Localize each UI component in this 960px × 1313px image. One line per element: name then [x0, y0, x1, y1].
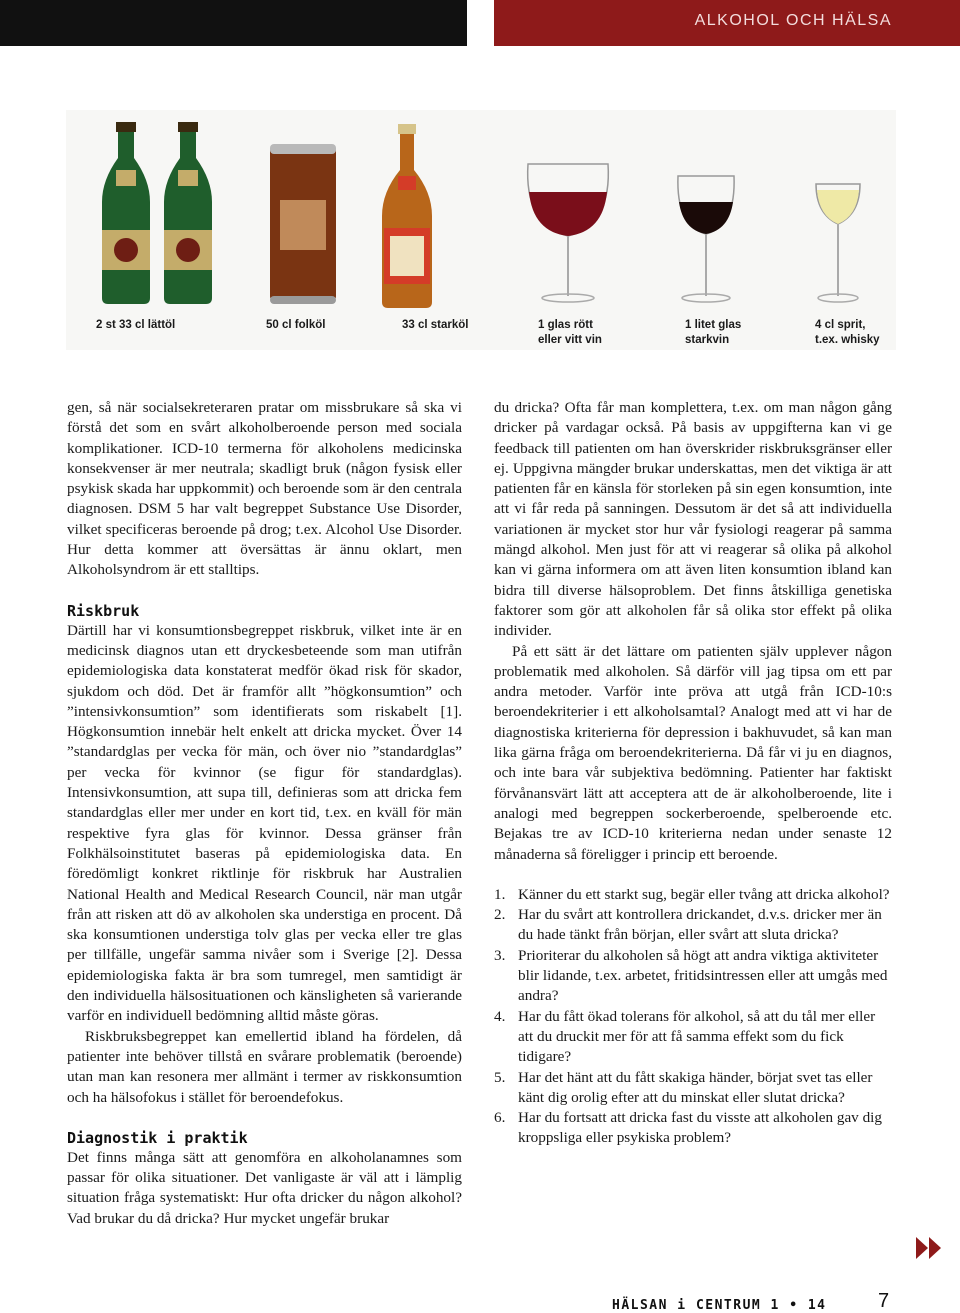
- header-bar-red: [494, 0, 960, 46]
- intro-paragraph: gen, så när socialsekreteraren pratar om missbrukare så ska vi förstå det som en svårt alkoholberoende person med sociala komplikationer. ICD-10 termerna för alkoholens medicinska konsekvenser är mer neutrala; skadligt bruk (någon fysisk eller psykisk skada har uppkommit) och beroende som är den centrala diagnosen. DSM 5 har valt begreppet Substance Use Disorder, vilket specificeras beroende på drog; t.ex. Alcohol Use Disorder. Hur detta kommer att översättas är ännu oklart, men Alkoholsyndrom är ett stalltips.: [67, 399, 462, 579]
- header-bar-black: [0, 0, 467, 46]
- left-column: [67, 398, 462, 1229]
- caption-fortified-wine: 1 litet glas starkvin: [685, 319, 742, 346]
- caption-strong-beer: 33 cl starköl: [402, 319, 469, 331]
- list-item: 2. Har du svårt att kontrollera drickandet, d.v.s. dricker mer än du hade tänkt från början, eller svårt att sluta dricka?: [494, 906, 882, 944]
- magazine-name: HÄLSAN i CENTRUM 1 • 14: [612, 1298, 827, 1313]
- right-column: [494, 398, 892, 1149]
- heading-diagnostik: Diagnostik i praktik: [67, 1128, 248, 1147]
- list-item: 1. Känner du ett starkt sug, begär eller tvång att dricka alkohol?: [494, 885, 890, 903]
- standard-drinks-illustration: [66, 110, 896, 350]
- riskbruk-paragraph-1: Därtill har vi konsumtionsbegreppet riskbruk, vilket inte är en medicinsk diagnos utan ett dryckesbeteende som man utifrån epidemiologiska data konstaterat medför ökad risk för skador, sjukdom och död. Det är framför allt ”högkonsumtion” och ”intensivkonsumtion” som identifierats som riskabelt [1]. Högkonsumtion innebär helt enkelt att dricka mycket. Över 14 ”standardglas per vecka för män, och över nio ”standardglas” per vecka för kvinnor (se figur för standardglas). Intensivkonsumtion, att supa till, definieras som att dricka fem standardglas eller mer under en kort tid, t.ex. en kväll för män respektive fyra glas för kvinnor. Dessa gränser från Folkhälsoinstitutet baseras på epidemiologiska data. En föredömligt konkret riktlinje för riskbruk har Australien National Health and Medical Research Council, när man utgår från att risken att dö av alkoholen ska understiga en procent. Då ska konsumtionen understiga tolv glas per vecka eller tre glas per tillfälle, ungefär samma nivåer som i Sverige [2]. Dessa epidemiologiska fakta är bra som tumregel, men samtidigt är den individuella hälsosituationen och känsligheten så varierande varför en individuell bedömning alltid måste göras.: [67, 621, 462, 1025]
- right-paragraph-2: På ett sätt är det lättare om patienten själv upplever någon problematik med alkoholen. Så därför vill jag tipsa om ett par andra metoder. Varför inte pröva att utgå från ICD-10:s beroendekriterier i ett alkoholsamtal? Analogt med att vi har de diagnostiska kriterierna för depression i bakhuvudet, så kan man lika gärna fråga om beroendekriterierna. Då får vi ju en diagnos, och inte bara vår subjektiva bedömning. Patienter har faktiskt förvånansvärt lätt att acceptera att de är alkoholberoende, lite i analogi med begreppen sockerberoende, spelberoende etc. Bejakas tre av ICD-10 kriterierna nedan under senaste 12 månaderna så föreligger i princip ett beroende.: [494, 642, 892, 863]
- riskbruk-paragraph-2: Riskbruksbegreppet kan emellertid ibland ha fördelen, då patienter inte behöver tillstå en svårare problematik (beroende) utan man kan resonera mer allmänt i termer av riskkonsumtion och ha hälsofokus i stället för beroendefokus.: [67, 1027, 462, 1106]
- right-paragraph-1: du dricka? Ofta får man komplettera, t.ex. om man någon gång dricker på vardagar också. På basis av uppgifterna kan vi ge feedback till patienten om han överskrider riskbruksgränser eller ej. Uppgivna mängder brukar underskattas, men det viktiga är att patienten får en känsla för storleken på sin egen konsumtion, inte att vi får reda på sanningen. Dessutom är det så att individuella variationen är mycket stor hur vår fysiologi reagerar på samma mängd alkohol. Men just för att vi reagerar så olika på alkohol kan vi gärna informera om att även liten konsumtion ibland kan bidra till diverse hälsoproblem. Det finns åtskilliga genetiska faktorer som gör att alkoholen får så olika stor effekt på olika individer.: [494, 399, 892, 640]
- diagnostik-paragraph-1: Det finns många sätt att genomföra en alkoholanamnes som passar för olika situationer. Det vanligaste är väl att i lämplig situation fråga systematiskt: Hur ofta dricker du någon alkohol? Vad brukar du då dricka? Hur mycket ungefär brukar: [67, 1148, 462, 1227]
- list-item: 5. Har det hänt att du fått skakiga händer, börjat svet tas eller känt dig orolig efter att du minskat eller slutat dricka?: [494, 1068, 873, 1106]
- criteria-list: [494, 885, 892, 1149]
- list-item: 6. Har du fortsatt att dricka fast du visste att alkoholen gav dig kroppsliga eller psykiska problem?: [494, 1109, 882, 1147]
- beer-can-icon: [270, 144, 336, 304]
- caption-spirits: 4 cl sprit, t.ex. whisky: [815, 319, 880, 346]
- section-title: ALKOHOL OCH HÄLSA: [694, 12, 892, 29]
- page-number: 7: [878, 1290, 890, 1312]
- continue-arrows-icon: [916, 1237, 942, 1259]
- caption-folkol: 50 cl folköl: [266, 319, 326, 331]
- caption-light-beer: 2 st 33 cl lättöl: [96, 319, 176, 331]
- heading-riskbruk: Riskbruk: [67, 601, 140, 620]
- caption-wine: 1 glas rött eller vitt vin: [538, 319, 602, 346]
- list-item: 4. Har du fått ökad tolerans för alkohol, så att du tål mer eller att du druckit mer för att få samma effekt som du fick tidigare?: [494, 1007, 876, 1066]
- list-item: 3. Prioriterar du alkoholen så högt att andra viktiga aktiviteter blir lidande, t.ex. arbetet, fritidsintressen eller att umgås med andra?: [494, 946, 888, 1005]
